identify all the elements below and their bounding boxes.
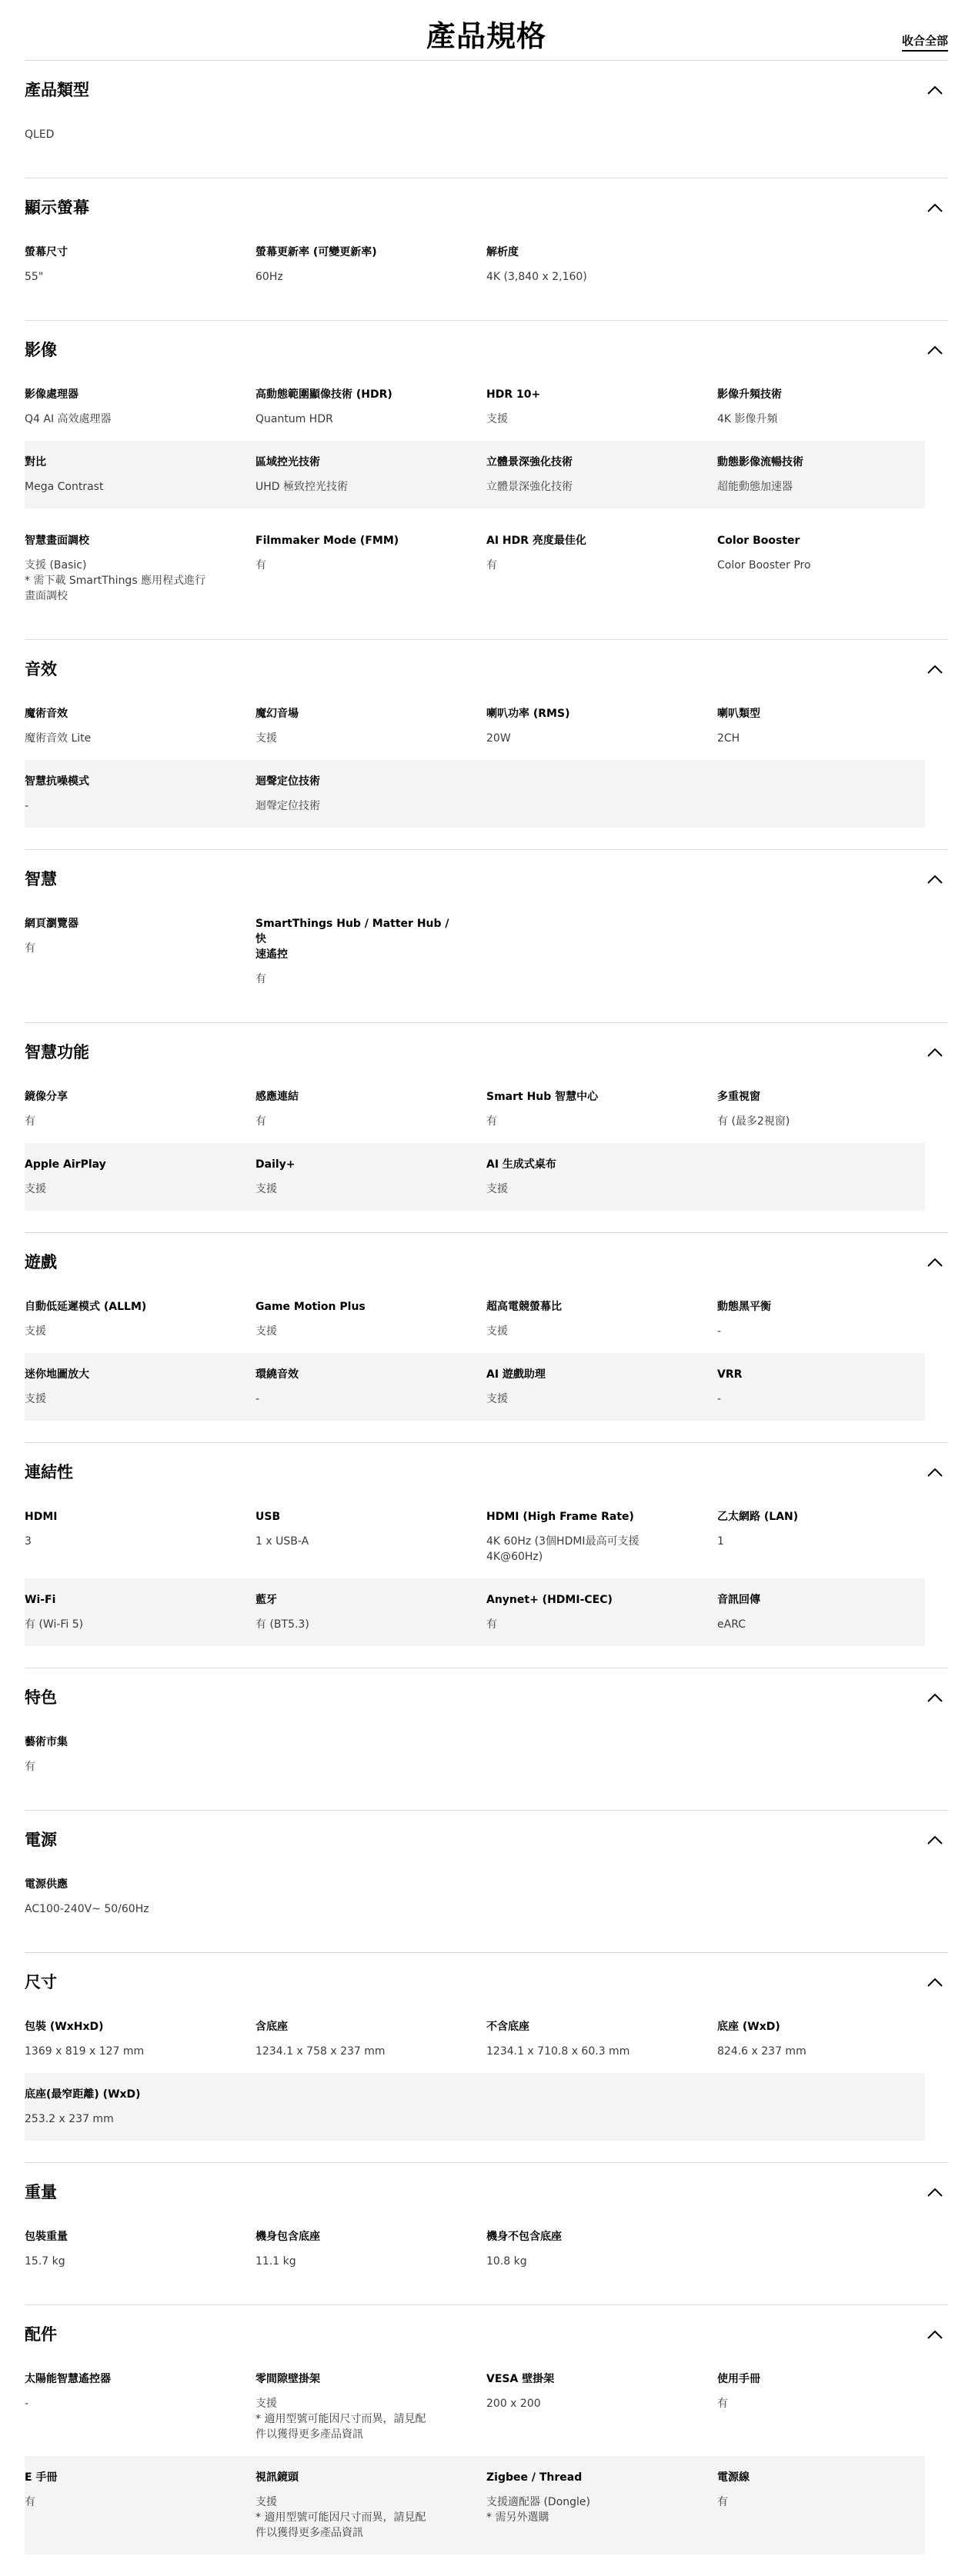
spec-item [255,1089,486,1129]
spec-item [255,533,486,573]
spec-item [717,1367,925,1407]
spec-value: UHD 極致控光技術 [255,481,349,493]
spec-label: AI 遊戲助理 [486,1368,546,1381]
spec-item [255,2019,486,2059]
spec-row [25,1721,948,1788]
spec-value: 立體景深強化技術 [486,481,573,493]
section-header[interactable] [25,1250,948,1275]
section-header[interactable] [25,1828,948,1852]
spec-row [25,1285,948,1353]
spec-value: 1234.1 x 710.8 x 60.3 mm [486,2045,630,2058]
section-title: 產品類型 [25,81,89,99]
chevron-up-icon[interactable] [927,1047,943,1058]
page-header [25,0,948,60]
chevron-up-icon[interactable] [927,874,943,885]
chevron-up-icon[interactable] [927,1977,943,1988]
spec-label: 乙太網路 (LAN) [717,1511,799,1523]
spec-label: 機身不包含底座 [486,2231,562,2243]
spec-value: 20W [486,732,511,745]
spec-label: Color Booster [717,535,800,547]
spec-label: 底座(最窄距離) (WxD) [25,2088,141,2101]
spec-value: 有 [25,2496,35,2508]
spec-value: 有 [486,559,497,572]
spec-label: 魔術音效 [25,708,68,720]
spec-label: E 手冊 [25,2471,58,2484]
spec-label: USB [255,1511,281,1523]
spec-item [486,2229,717,2269]
spec-label: 影像處理器 [25,388,78,401]
spec-row [25,441,925,508]
spec-item [486,1157,717,1197]
spec-item [717,2470,925,2510]
spec-item [255,2470,486,2541]
spec-item [25,1367,255,1407]
section-header[interactable] [25,2322,948,2347]
spec-value: 3 [25,1535,32,1548]
chevron-up-icon[interactable] [927,1835,943,1845]
spec-item [255,455,486,495]
spec-item [25,1877,255,1917]
spec-label: 喇叭功率 (RMS) [486,708,570,720]
spec-label: Wi-Fi [25,1594,56,1606]
spec-value: 迴聲定位技術 [255,800,320,812]
spec-section [25,1442,948,1668]
spec-label: 多重視窗 [717,1091,760,1103]
section-header[interactable] [25,1970,948,1994]
spec-section [25,639,948,849]
spec-item [486,1299,717,1339]
collapse-all-link[interactable]: 收合全部 [902,32,948,52]
spec-item [255,1367,486,1407]
spec-item [717,1299,925,1339]
spec-item [717,2019,925,2059]
spec-section [25,60,948,178]
spec-label: 機身包含底座 [255,2231,320,2243]
spec-item [486,387,717,427]
spec-item [25,1157,255,1197]
chevron-up-icon[interactable] [927,85,943,95]
spec-row [25,2456,925,2554]
spec-item [255,245,486,285]
spec-value: 支援 [486,1393,508,1405]
section-header[interactable] [25,2180,948,2204]
spec-value: 有 (BT5.3) [255,1618,309,1631]
section-header[interactable] [25,338,948,362]
spec-section [25,849,948,1022]
spec-value: 有 [25,1115,35,1128]
spec-section [25,1952,948,2162]
spec-item [717,387,925,427]
spec-label: VESA 壁掛架 [486,2373,555,2385]
spec-item [717,706,925,746]
chevron-up-icon[interactable] [927,2187,943,2198]
spec-label: 包裝重量 [25,2231,68,2243]
spec-label: 魔幻音場 [255,708,299,720]
spec-row [25,1863,948,1931]
spec-item [25,2087,255,2127]
spec-label: 網頁瀏覽器 [25,918,78,930]
spec-label: HDMI [25,1511,58,1523]
spec-label: 音訊回傳 [717,1594,760,1606]
spec-label: 零間隙壁掛架 [255,2373,320,2385]
spec-label: 電源供應 [25,1878,68,1891]
chevron-up-icon[interactable] [927,202,943,213]
spec-item [25,127,255,142]
spec-item [25,916,255,956]
spec-section [25,178,948,320]
spec-section [25,1022,948,1232]
spec-item [255,2371,486,2442]
spec-label: AI 生成式桌布 [486,1158,556,1171]
spec-label: 螢幕尺寸 [25,246,68,258]
spec-label: SmartThings Hub / Matter Hub / 快 速遙控 [255,918,449,961]
spec-value: 支援 [486,413,508,425]
spec-value: 有 [717,2398,728,2410]
section-title: 電源 [25,1831,57,1849]
spec-item [25,1089,255,1129]
spec-label: 包裝 (WxHxD) [25,2021,104,2033]
spec-label: 迷你地圖放大 [25,1368,89,1381]
spec-label: 高動態範圍顯像技術 (HDR) [255,388,392,401]
spec-value: 有 [255,1115,266,1128]
spec-label: Filmmaker Mode (FMM) [255,535,399,547]
spec-item [25,706,255,746]
section-header[interactable] [25,1685,948,1710]
spec-label: 使用手冊 [717,2373,760,2385]
spec-label: Apple AirPlay [25,1158,106,1171]
spec-label: 動態影像流暢技術 [717,456,803,468]
spec-item [486,1592,717,1632]
spec-section [25,2304,948,2576]
spec-label: 感應連結 [255,1091,299,1103]
spec-value: 200 x 200 [486,2398,541,2410]
section-header[interactable] [25,657,948,681]
spec-row [25,1143,925,1211]
spec-value: 支援 [25,1393,46,1405]
spec-item [486,1089,717,1129]
spec-value: 超能動態加速器 [717,481,793,493]
spec-value: 支援 [255,1325,277,1338]
spec-label: 區域控光技術 [255,456,320,468]
spec-item [717,1089,925,1129]
section-header[interactable] [25,78,948,102]
spec-item [25,774,255,814]
spec-row [25,1495,948,1578]
spec-label: 太陽能智慧遙控器 [25,2373,111,2385]
spec-row [25,692,948,760]
spec-section [25,1810,948,1952]
spec-item [255,774,486,814]
spec-value: 有 [486,1618,497,1631]
spec-label: 不含底座 [486,2021,529,2033]
spec-row [25,373,948,441]
spec-label: 迴聲定位技術 [255,775,320,788]
spec-item [25,1592,255,1632]
spec-item [25,455,255,495]
spec-item [255,1592,486,1632]
spec-label: 視訊鏡頭 [255,2471,299,2484]
spec-value: Q4 AI 高效處理器 [25,413,112,425]
spec-value: 10.8 kg [486,2255,527,2268]
spec-label: 解析度 [486,246,519,258]
spec-label: Smart Hub 智慧中心 [486,1091,599,1103]
spec-item [25,2229,255,2269]
spec-value: Color Booster Pro [717,559,811,572]
spec-value: 支援 [486,1325,508,1338]
spec-item [717,1592,925,1632]
spec-value: 支援適配器 (Dongle) * 需另外選購 [486,2496,590,2524]
spec-item [25,387,255,427]
section-title: 智慧 [25,870,57,888]
section-header[interactable] [25,867,948,891]
spec-value: 1 x USB-A [255,1535,309,1548]
section-title: 智慧功能 [25,1043,89,1061]
spec-label: 自動低延遲模式 (ALLM) [25,1301,147,1313]
spec-value: - [717,1325,722,1338]
section-title: 遊戲 [25,1253,57,1271]
spec-row [25,1353,925,1421]
page-title: 產品規格 [426,19,546,53]
spec-label: 影像升頻技術 [717,388,782,401]
section-header[interactable] [25,195,948,220]
spec-item [255,706,486,746]
spec-item [486,533,717,573]
spec-item [255,1157,486,1197]
spec-item [255,2229,486,2269]
spec-item [25,533,255,604]
spec-label: 電源線 [717,2471,750,2484]
spec-label: 超高電競螢幕比 [486,1301,562,1313]
chevron-up-icon[interactable] [927,1467,943,1478]
spec-page [25,0,948,2576]
spec-value: 有 [255,559,266,572]
spec-item [486,1367,717,1407]
spec-label: 鏡像分享 [25,1091,68,1103]
spec-value: 1369 x 819 x 127 mm [25,2045,145,2058]
spec-value: 1234.1 x 758 x 237 mm [255,2045,386,2058]
spec-row [25,902,948,1001]
spec-label: 藍牙 [255,1594,277,1606]
spec-row [25,2005,948,2073]
spec-label: HDMI (High Frame Rate) [486,1511,634,1523]
spec-value: QLED [25,128,55,141]
spec-value: - [717,1393,722,1405]
chevron-up-icon[interactable] [927,1257,943,1268]
section-title: 顯示螢幕 [25,198,89,217]
spec-row [25,2215,948,2283]
section-title: 音效 [25,660,57,678]
spec-value: 有 (Wi-Fi 5) [25,1618,84,1631]
spec-value: - [25,800,29,812]
spec-label: VRR [717,1368,743,1381]
spec-item [717,2371,925,2411]
section-title: 特色 [25,1688,57,1707]
chevron-up-icon[interactable] [927,345,943,355]
spec-value: 2CH [717,732,740,745]
spec-label: Daily+ [255,1158,296,1171]
spec-value: 4K (3,840 x 2,160) [486,271,587,283]
spec-label: 喇叭類型 [717,708,760,720]
spec-value: 有 [25,1761,35,1773]
spec-value: - [25,2398,29,2410]
spec-item [486,455,717,495]
spec-item [486,245,717,285]
spec-label: 動態黑平衡 [717,1301,771,1313]
spec-row [25,519,948,618]
section-title: 尺寸 [25,1973,57,1991]
spec-value: 支援 [25,1325,46,1338]
spec-value: 4K 60Hz (3個HDMI最高可支援 4K@60Hz) [486,1535,639,1563]
spec-value: AC100-240V~ 50/60Hz [25,1903,149,1915]
spec-row [25,2358,948,2456]
spec-label: Zigbee / Thread [486,2471,583,2484]
spec-label: HDR 10+ [486,388,541,401]
spec-value: 1 [717,1535,724,1548]
spec-label: 螢幕更新率 (可變更新率) [255,246,377,258]
spec-row [25,1075,948,1143]
spec-item [25,1509,255,1549]
spec-item [486,706,717,746]
spec-value: 有 [255,973,266,985]
spec-row [25,113,948,156]
spec-item [25,2019,255,2059]
spec-label: 底座 (WxD) [717,2021,780,2033]
section-title: 影像 [25,341,57,359]
spec-section [25,2162,948,2304]
spec-value: Quantum HDR [255,413,333,425]
spec-sections [25,60,948,2576]
spec-value: 有 [25,942,35,955]
spec-item [486,2019,717,2059]
spec-value: Mega Contrast [25,481,104,493]
spec-label: 環繞音效 [255,1368,299,1381]
spec-item [255,1509,486,1549]
spec-label: 含底座 [255,2021,288,2033]
spec-section [25,1668,948,1810]
spec-value: - [255,1393,260,1405]
spec-value: 支援 (Basic) * 需下載 SmartThings 應用程式進行 畫面調校 [25,559,206,602]
spec-row [25,231,948,298]
spec-item [717,1509,925,1549]
spec-item [255,387,486,427]
spec-item [25,1299,255,1339]
section-title: 重量 [25,2183,57,2201]
spec-value: 55" [25,271,44,283]
spec-item [255,1299,486,1339]
spec-row [25,2073,925,2141]
chevron-up-icon[interactable] [927,664,943,675]
spec-label: 立體景深強化技術 [486,456,573,468]
spec-item [486,1509,717,1565]
spec-section [25,1232,948,1442]
spec-label: AI HDR 亮度最佳化 [486,535,586,547]
spec-row [25,760,925,828]
spec-value: 支援 [25,1183,46,1195]
spec-section [25,320,948,639]
section-header[interactable] [25,1460,948,1485]
spec-value: 支援 * 適用型號可能因尺寸而異，請見配 件以獲得更多產品資訊 [255,2398,426,2441]
spec-label: 智慧抗噪模式 [25,775,89,788]
spec-item [486,2371,717,2411]
section-header[interactable] [25,1040,948,1065]
spec-label: 對比 [25,456,46,468]
chevron-up-icon[interactable] [927,1692,943,1703]
spec-value: 魔術音效 Lite [25,732,92,745]
spec-value: 11.1 kg [255,2255,296,2268]
spec-label: 智慧畫面調校 [25,535,89,547]
spec-item [255,916,486,987]
spec-label: Game Motion Plus [255,1301,366,1313]
spec-value: 253.2 x 237 mm [25,2113,114,2125]
spec-row [25,1578,925,1646]
spec-item [25,245,255,285]
spec-value: 支援 [486,1183,508,1195]
spec-item [717,455,925,495]
spec-item [25,2470,255,2510]
spec-value: 4K 影像升頻 [717,413,778,425]
spec-label: 藝術市集 [25,1736,68,1748]
spec-label: Anynet+ (HDMI-CEC) [486,1594,613,1606]
spec-item [25,1735,255,1775]
spec-item [486,2470,717,2525]
section-title: 連結性 [25,1463,73,1481]
spec-value: 有 [486,1115,497,1128]
spec-value: 有 [717,2496,728,2508]
spec-value: 支援 * 適用型號可能因尺寸而異，請見配 件以獲得更多產品資訊 [255,2496,426,2539]
spec-item [717,533,925,573]
spec-value: 60Hz [255,271,283,283]
spec-value: 15.7 kg [25,2255,65,2268]
spec-value: 824.6 x 237 mm [717,2045,806,2058]
section-title: 配件 [25,2325,57,2344]
spec-value: 支援 [255,1183,277,1195]
spec-value: 支援 [255,732,277,745]
spec-value: eARC [717,1618,746,1631]
chevron-up-icon[interactable] [927,2329,943,2340]
spec-value: 有 (最多2視窗) [717,1115,790,1128]
spec-item [25,2371,255,2411]
